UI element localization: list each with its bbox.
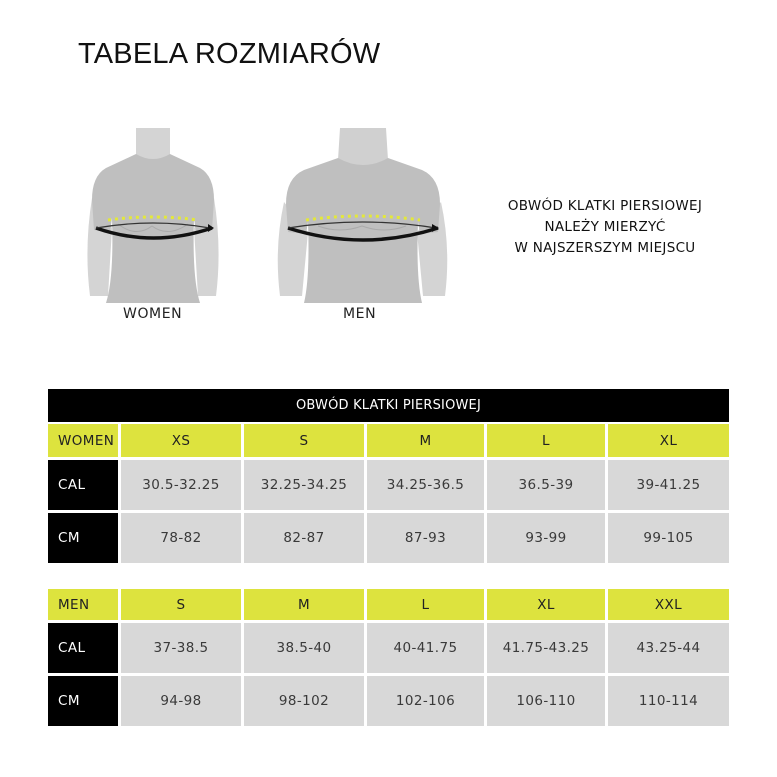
table-cell: 36.5-39 bbox=[487, 460, 605, 510]
table-cell: 106-110 bbox=[487, 676, 605, 726]
women-unit-cal: CAL bbox=[48, 460, 118, 510]
men-size-header: S bbox=[121, 589, 241, 620]
women-size-header: M bbox=[367, 424, 484, 457]
men-group-label: MEN bbox=[48, 589, 118, 620]
page-title: TABELA ROZMIARÓW bbox=[78, 38, 381, 70]
table-cell: 102-106 bbox=[367, 676, 484, 726]
table-cell: 99-105 bbox=[608, 513, 729, 563]
men-unit-cal: CAL bbox=[48, 623, 118, 673]
table-cell: 41.75-43.25 bbox=[487, 623, 605, 673]
table-cell: 98-102 bbox=[244, 676, 364, 726]
men-size-header: XXL bbox=[608, 589, 729, 620]
table-cell: 40-41.75 bbox=[367, 623, 484, 673]
men-figure bbox=[270, 128, 455, 308]
table-cell: 82-87 bbox=[244, 513, 364, 563]
men-size-header: M bbox=[244, 589, 364, 620]
women-size-header: XS bbox=[121, 424, 241, 457]
table-cell: 78-82 bbox=[121, 513, 241, 563]
table-cell: 93-99 bbox=[487, 513, 605, 563]
women-unit-cm: CM bbox=[48, 513, 118, 563]
note-line-3: W NAJSZERSZYM MIEJSCU bbox=[514, 240, 696, 256]
measurement-note bbox=[480, 196, 730, 259]
men-size-header: L bbox=[367, 589, 484, 620]
women-group-label: WOMEN bbox=[48, 424, 118, 457]
note-line-1: OBWÓD KLATKI PIERSIOWEJ bbox=[507, 198, 703, 214]
table-cell: 38.5-40 bbox=[244, 623, 364, 673]
women-size-header: S bbox=[244, 424, 364, 457]
women-figure bbox=[78, 128, 228, 308]
men-label: MEN bbox=[343, 306, 377, 322]
table-header: OBWÓD KLATKI PIERSIOWEJ bbox=[48, 389, 729, 422]
table-cell: 30.5-32.25 bbox=[121, 460, 241, 510]
table-cell: 87-93 bbox=[367, 513, 484, 563]
men-unit-cm: CM bbox=[48, 676, 118, 726]
women-size-header: XL bbox=[608, 424, 729, 457]
table-cell: 32.25-34.25 bbox=[244, 460, 364, 510]
table-cell: 39-41.25 bbox=[608, 460, 729, 510]
women-size-header: L bbox=[487, 424, 605, 457]
table-cell: 110-114 bbox=[608, 676, 729, 726]
table-cell: 43.25-44 bbox=[608, 623, 729, 673]
note-line-2: NALEŻY MIERZYĆ bbox=[544, 219, 666, 235]
table-cell: 94-98 bbox=[121, 676, 241, 726]
table-cell: 34.25-36.5 bbox=[367, 460, 484, 510]
table-cell: 37-38.5 bbox=[121, 623, 241, 673]
men-size-header: XL bbox=[487, 589, 605, 620]
women-label: WOMEN bbox=[123, 306, 183, 322]
